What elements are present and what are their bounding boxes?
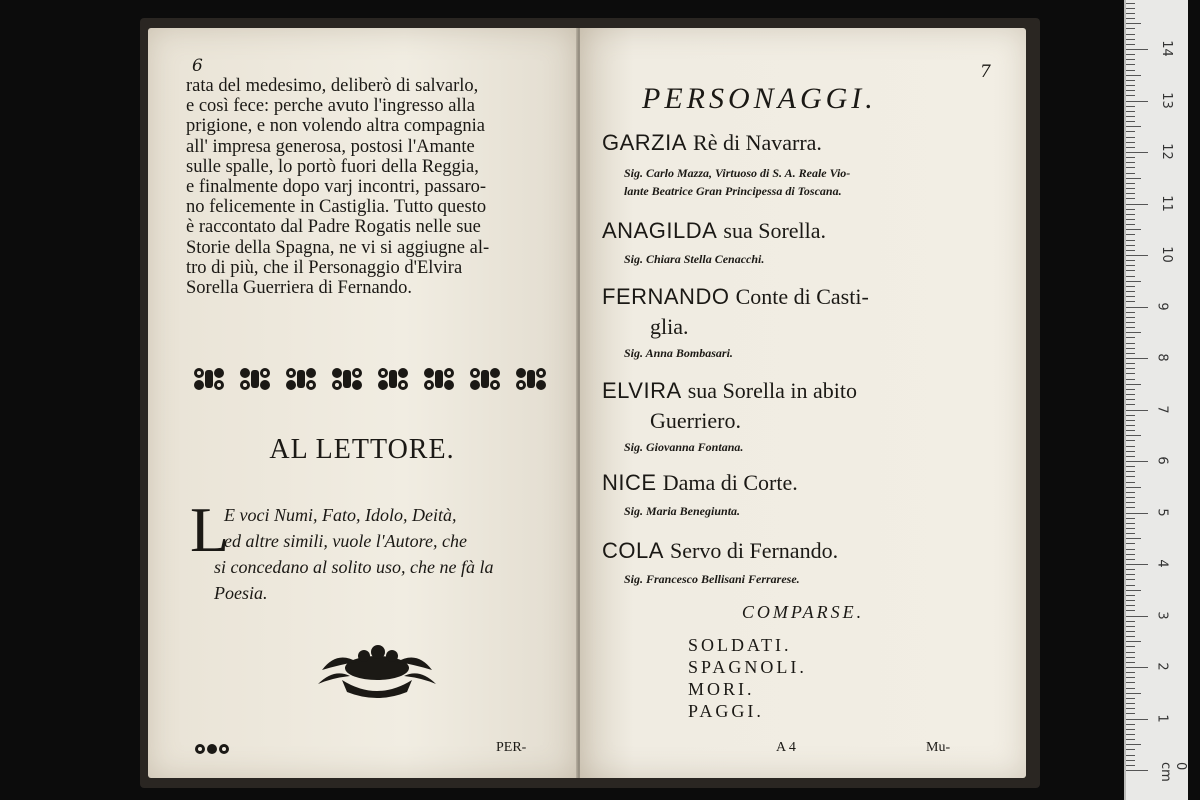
signature-mark: A 4 <box>776 740 796 755</box>
ruler-tick <box>1126 18 1135 19</box>
character-name: FERNANDO <box>602 284 730 309</box>
ruler-tick <box>1126 667 1148 668</box>
ruler-tick <box>1126 626 1135 627</box>
ruler-tick <box>1126 204 1148 205</box>
ruler-tick <box>1126 219 1135 220</box>
ruler-tick <box>1126 461 1148 462</box>
ruler-tick <box>1126 312 1135 313</box>
ruler-tick <box>1126 713 1135 714</box>
ruler-tick <box>1126 621 1135 622</box>
ruler-tick <box>1126 682 1135 683</box>
character-name: COLA <box>602 538 664 563</box>
ruler-label: 7 <box>1154 404 1170 414</box>
basket-vignette-icon <box>312 640 442 700</box>
ruler-label: 0 cm <box>1158 762 1188 782</box>
ruler-tick <box>1126 240 1135 241</box>
ruler-tick <box>1126 70 1135 71</box>
ruler-tick <box>1126 162 1135 163</box>
catchword-left: PER- <box>496 740 527 755</box>
ruler-tick <box>1126 317 1135 318</box>
ruler-tick <box>1126 528 1135 529</box>
ruler-tick <box>1126 538 1141 539</box>
ruler-tick <box>1126 549 1135 550</box>
character-role: sua Sorella in abito <box>687 378 857 403</box>
ruler-tick <box>1126 492 1135 493</box>
character-cola <box>602 538 838 564</box>
character-role: sua Sorella. <box>723 218 827 243</box>
ruler-tick <box>1126 404 1135 405</box>
actor-line: lante Beatrice Gran Principessa di Toscana. <box>624 184 842 198</box>
ruler-tick <box>1126 698 1135 699</box>
ruler-label: 4 <box>1154 559 1170 568</box>
ruler-tick <box>1126 425 1135 426</box>
ruler-tick <box>1126 693 1141 694</box>
ruler-tick <box>1126 137 1135 138</box>
ruler-tick <box>1126 265 1135 266</box>
ruler-tick <box>1126 224 1135 225</box>
ruler-tick <box>1126 121 1135 122</box>
fleuron-icon <box>328 364 366 394</box>
ruler-tick <box>1126 497 1135 498</box>
character-role: Conte di Casti- <box>735 284 869 309</box>
list-item: PAGGI. <box>688 701 764 721</box>
ruler-tick <box>1126 554 1135 555</box>
ruler-tick <box>1126 255 1148 256</box>
character-anagilda <box>602 218 826 244</box>
ruler-tick <box>1126 307 1148 308</box>
ruler-tick <box>1126 476 1135 477</box>
character-elvira <box>602 378 857 404</box>
ruler-tick <box>1126 250 1135 251</box>
ruler-tick <box>1126 214 1135 215</box>
character-fernando <box>602 284 869 310</box>
fleuron-icon <box>282 364 320 394</box>
ruler-tick <box>1126 430 1135 431</box>
ruler-tick <box>1126 415 1135 416</box>
ruler-tick <box>1126 54 1135 55</box>
ruler-label: 11 <box>1158 194 1174 212</box>
ruler-tick <box>1126 167 1135 168</box>
fleuron-icon <box>512 364 550 394</box>
ruler-tick <box>1126 657 1135 658</box>
ruler-label: 9 <box>1154 301 1170 311</box>
ruler-tick <box>1126 111 1135 112</box>
ruler-tick <box>1126 348 1135 349</box>
dropcap-letter: L <box>190 494 230 565</box>
ruler-tick <box>1126 353 1135 354</box>
ruler-tick <box>1126 13 1135 14</box>
ruler-tick <box>1126 101 1148 102</box>
ruler-tick <box>1126 533 1135 534</box>
ruler-tick <box>1126 44 1135 45</box>
ruler-tick <box>1126 399 1135 400</box>
ruler-label: 6 <box>1154 456 1170 465</box>
extras-list <box>688 634 807 722</box>
character-role: Dama di Corte. <box>662 470 798 495</box>
ruler-tick <box>1126 229 1141 230</box>
ruler-tick <box>1126 646 1135 647</box>
ruler-tick <box>1126 270 1135 271</box>
ruler-tick <box>1126 301 1135 302</box>
fleuron-icon <box>466 364 504 394</box>
ruler-tick <box>1126 358 1148 359</box>
actor-line: Sig. Chiara Stella Cenacchi. <box>624 252 765 266</box>
text-line: e finalmente dopo varj incontri, passaro- <box>186 177 487 198</box>
ruler-tick <box>1126 451 1135 452</box>
open-book <box>140 18 1040 788</box>
ruler-tick <box>1126 688 1135 689</box>
ruler-tick <box>1126 296 1135 297</box>
ruler-tick <box>1126 569 1135 570</box>
ruler-tick <box>1126 28 1135 29</box>
left-page <box>148 28 576 778</box>
ruler-tick <box>1126 126 1141 127</box>
ruler-tick <box>1126 543 1135 544</box>
ruler-tick <box>1126 245 1135 246</box>
text-line: Sorella Guerriera di Fernando. <box>186 278 413 299</box>
ruler-tick <box>1126 389 1135 390</box>
ruler-tick <box>1126 734 1135 735</box>
text-line: e così fece: perche avuto l'ingresso alla <box>186 96 475 117</box>
ruler-tick <box>1126 327 1135 328</box>
actor-line: Sig. Maria Benegiunta. <box>624 504 741 518</box>
character-name: ELVIRA <box>602 378 682 403</box>
ruler-tick <box>1126 466 1135 467</box>
page-number-right: 7 <box>980 62 991 82</box>
character-role-continued: glia. <box>650 314 689 339</box>
ruler-tick <box>1126 173 1135 174</box>
character-name: ANAGILDA <box>602 218 718 243</box>
ruler-tick <box>1126 337 1135 338</box>
catchword-right: Mu- <box>926 740 951 755</box>
ruler-tick <box>1126 605 1135 606</box>
ruler-tick <box>1126 631 1135 632</box>
character-role: Servo di Fernando. <box>670 538 839 563</box>
ruler-tick <box>1126 322 1135 323</box>
ruler-tick <box>1126 456 1135 457</box>
text-line: è raccontato dal Padre Rogatis nelle sue <box>186 217 481 238</box>
ruler-tick <box>1126 579 1135 580</box>
text-line: si concedano al solito uso, che ne fà la <box>214 557 494 577</box>
ruler-tick <box>1126 487 1141 488</box>
ruler-tick <box>1126 574 1135 575</box>
ruler-tick <box>1126 765 1135 766</box>
ruler-tick <box>1126 641 1141 642</box>
ruler-tick <box>1126 446 1135 447</box>
ruler-tick <box>1126 178 1141 179</box>
ruler-tick <box>1126 363 1135 364</box>
ruler-tick <box>1126 8 1135 9</box>
text-line: Storie della Spagna, ne vi si aggiugne al- <box>186 237 490 258</box>
ruler-tick <box>1126 368 1135 369</box>
ruler-tick <box>1126 760 1135 761</box>
ruler-tick <box>1126 49 1148 50</box>
actor-line: Sig. Anna Bombasari. <box>624 346 733 360</box>
ruler-tick <box>1126 157 1135 158</box>
character-nice <box>602 470 798 496</box>
ruler-tick <box>1126 85 1135 86</box>
ruler-tick <box>1126 719 1148 720</box>
ruler-tick <box>1126 502 1135 503</box>
section-title: AL LETTORE. <box>269 434 455 465</box>
ruler-tick <box>1126 590 1141 591</box>
ruler-tick <box>1126 64 1135 65</box>
ruler-tick <box>1126 559 1135 560</box>
text-line: E voci Numi, Fato, Idolo, Deità, <box>224 505 457 525</box>
ruler-tick <box>1126 384 1141 385</box>
ruler-tick <box>1126 770 1148 771</box>
ruler-tick <box>1126 198 1135 199</box>
ruler-tick <box>1126 75 1141 76</box>
ruler-tick <box>1126 708 1135 709</box>
text-line: sulle spalle, lo portò fuori della Reggia, <box>186 156 479 177</box>
ruler-label: 2 <box>1154 662 1170 671</box>
ruler-tick <box>1126 142 1135 143</box>
character-name: GARZIA <box>602 130 687 155</box>
ruler-tick <box>1126 209 1135 210</box>
ruler-tick <box>1126 724 1135 725</box>
ruler-tick <box>1126 332 1141 333</box>
ruler-tick <box>1126 131 1135 132</box>
ruler-tick <box>1126 90 1135 91</box>
list-item: SOLDATI. <box>688 635 792 655</box>
ruler-label: 5 <box>1154 507 1170 517</box>
ruler-tick <box>1126 34 1135 35</box>
text-line: rata del medesimo, deliberò di salvarlo, <box>186 76 479 96</box>
ruler-tick <box>1126 116 1135 117</box>
ruler-tick <box>1126 59 1135 60</box>
page-title: PERSONAGGI. <box>642 82 877 115</box>
ruler-tick <box>1126 703 1135 704</box>
character-name: NICE <box>602 470 657 495</box>
ruler-tick <box>1126 600 1135 601</box>
ruler-tick <box>1126 379 1135 380</box>
ruler-tick <box>1126 729 1135 730</box>
actor-line: Sig. Carlo Mazza, Virtuoso di S. A. Reale Vio- <box>624 166 851 180</box>
comparse-title: COMPARSE. <box>741 602 865 622</box>
ruler-label: 14 <box>1158 40 1174 57</box>
ruler-tick <box>1126 420 1135 421</box>
ruler-tick <box>1126 3 1135 4</box>
small-ornament-icon <box>194 742 230 756</box>
ruler-tick <box>1126 755 1135 756</box>
ruler-tick <box>1126 440 1135 441</box>
ruler-tick <box>1126 23 1141 24</box>
ruler-tick <box>1126 482 1135 483</box>
ruler-label: 13 <box>1158 91 1174 109</box>
ruler-tick <box>1126 183 1135 184</box>
fleuron-icon <box>374 364 412 394</box>
text-line: all' impresa generosa, postosi l'Amante <box>186 136 475 157</box>
ruler-tick <box>1126 95 1135 96</box>
ruler-label: 8 <box>1154 353 1170 362</box>
ruler-tick <box>1126 513 1148 514</box>
actor-line: Sig. Francesco Bellisani Ferrarese. <box>624 572 800 586</box>
fleuron-icon <box>420 364 458 394</box>
ruler-tick <box>1126 234 1135 235</box>
ruler-tick <box>1126 672 1135 673</box>
ruler-tick <box>1126 152 1148 153</box>
character-role-continued: Guerriero. <box>650 408 742 433</box>
ruler-tick <box>1126 291 1135 292</box>
text-line: Poesia. <box>214 583 268 603</box>
ruler-tick <box>1126 471 1135 472</box>
ornament-divider <box>190 364 550 394</box>
ruler-tick <box>1126 739 1135 740</box>
text-line: tro di più, che il Personaggio d'Elvira <box>186 257 463 278</box>
reader-note <box>214 502 554 606</box>
character-role: Rè di Navarra. <box>693 130 822 155</box>
actor-line: Sig. Giovanna Fontana. <box>624 440 744 454</box>
ruler-tick <box>1126 435 1141 436</box>
ruler-tick <box>1126 749 1135 750</box>
ruler-tick <box>1126 662 1135 663</box>
ruler-tick <box>1126 373 1135 374</box>
ruler-tick <box>1126 595 1135 596</box>
ruler-tick <box>1126 744 1141 745</box>
ruler-tick <box>1126 260 1135 261</box>
ruler-tick <box>1126 394 1135 395</box>
ruler-label: 1 <box>1154 713 1170 723</box>
ruler-tick <box>1126 80 1135 81</box>
ruler-tick <box>1126 677 1135 678</box>
ruler-label: 10 <box>1158 246 1174 263</box>
text-line: prigione, e non volendo altra compagnia <box>186 116 485 137</box>
ruler-tick <box>1126 343 1135 344</box>
ruler-tick <box>1126 564 1148 565</box>
ruler-tick <box>1126 518 1135 519</box>
character-garzia <box>602 130 822 156</box>
fleuron-icon <box>236 364 274 394</box>
ruler-tick <box>1126 188 1135 189</box>
ruler-tick <box>1126 507 1135 508</box>
ruler-tick <box>1126 610 1135 611</box>
ruler-tick <box>1126 636 1135 637</box>
left-page-paragraph <box>186 76 550 298</box>
page-number-left: 6 <box>192 56 203 76</box>
ruler-tick <box>1126 106 1135 107</box>
fleuron-icon <box>190 364 228 394</box>
ruler-label: 3 <box>1154 610 1170 620</box>
ruler-tick <box>1126 281 1141 282</box>
list-item: MORI. <box>688 679 755 699</box>
ruler-tick <box>1126 652 1135 653</box>
list-item: SPAGNOLI. <box>688 657 807 677</box>
ruler-label: 12 <box>1158 143 1174 160</box>
measuring-ruler <box>1124 0 1188 800</box>
ruler-tick <box>1126 147 1135 148</box>
text-line: no felicemente in Castiglia. Tutto questo <box>186 197 487 218</box>
right-page <box>580 28 1026 778</box>
ruler-tick <box>1126 276 1135 277</box>
ruler-tick <box>1126 193 1135 194</box>
ruler-tick <box>1126 286 1135 287</box>
ruler-tick <box>1126 39 1135 40</box>
ruler-tick <box>1126 410 1148 411</box>
ruler-tick <box>1126 616 1148 617</box>
ruler-tick <box>1126 523 1135 524</box>
ruler-tick <box>1126 585 1135 586</box>
text-line: ed altre simili, vuole l'Autore, che <box>224 531 467 551</box>
